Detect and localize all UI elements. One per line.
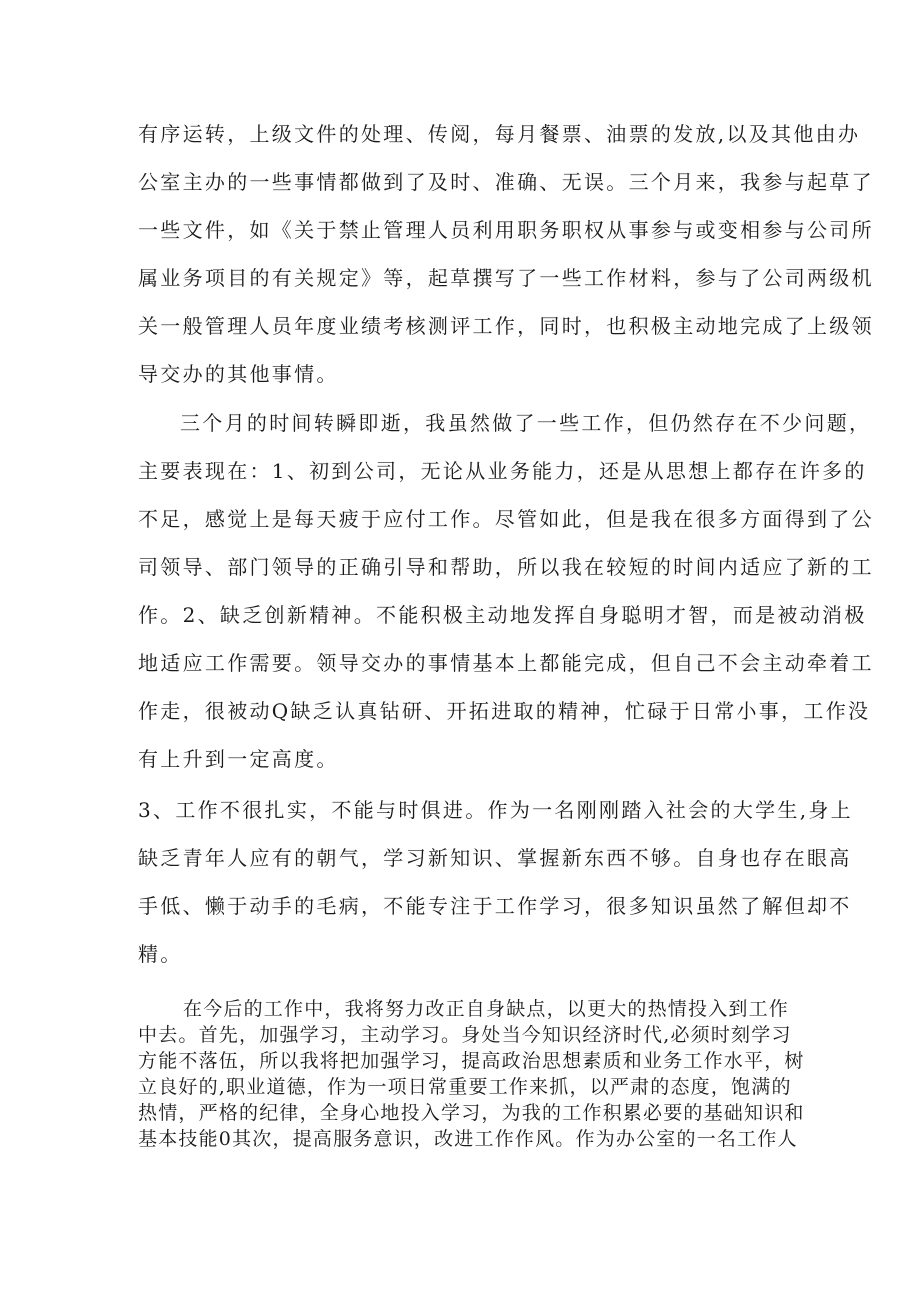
paragraph-line: 基本技能0其次，提高服务意识，改进工作作风。作为办公室的一名工作人 [138, 1128, 798, 1150]
paragraph-line: 一些文件，如《关于禁止管理人员利用职务职权从事参与或变相参与公司所 [138, 218, 874, 242]
paragraph-line: 导交办的其他事情。 [138, 362, 339, 386]
paragraph-line: 司领导、部门领导的正确引导和帮助，所以我在较短的时间内适应了新的工 [138, 555, 874, 579]
paragraph-line: 地适应工作需要。领导交办的事情基本上都能完成，但自己不会主动牵着工 [138, 651, 874, 675]
paragraph-line: 精。 [138, 942, 183, 966]
paragraph-line: 三个月的时间转瞬即逝，我虽然做了一些工作，但仍然存在不少问题， [180, 411, 872, 435]
paragraph-line: 不足，感觉上是每天疲于应付工作。尽管如此，但是我在很多方面得到了公 [138, 507, 874, 531]
paragraph-line: 关一般管理人员年度业绩考核测评工作，同时，也积极主动地完成了上级领 [138, 314, 874, 338]
paragraph-line: 作走，很被动Q缺乏认真钻研、开拓进取的精神，忙碌于日常小事，工作没 [138, 699, 871, 723]
paragraph-line: 热情，严格的纪律，全身心地投入学习，为我的工作积累必要的基础知识和 [138, 1102, 805, 1124]
paragraph-line: 公室主办的一些事情都做到了及时、准确、无误。三个月来，我参与起草了 [138, 170, 874, 194]
paragraph-line: 3、工作不很扎实，不能与时俱进。作为一名刚刚踏入社会的大学生,身上 [138, 798, 853, 822]
paragraph-line: 立良好的,职业道德，作为一项日常重要工作来抓，以严肃的态度，饱满的 [138, 1076, 792, 1098]
paragraph-line: 有上升到一定高度。 [138, 747, 339, 771]
paragraph-line: 属业务项目的有关规定》等，起草撰写了一些工作材料，参与了公司两级机 [138, 266, 874, 290]
paragraph-line: 有序运转，上级文件的处理、传阅，每月餐票、油票的发放,以及其他由办 [138, 122, 861, 146]
paragraph-line: 方能不落伍，所以我将把加强学习，提高政治思想素质和业务工作水平，树 [138, 1050, 805, 1072]
paragraph-line: 缺乏青年人应有的朝气，学习新知识、掌握新东西不够。自身也存在眼高 [138, 846, 852, 870]
paragraph-line: 主要表现在：1、初到公司，无论从业务能力，还是从思想上都存在许多的 [138, 459, 867, 483]
paragraph-line: 手低、懒于动手的毛病，不能专注于工作学习，很多知识虽然了解但却不 [138, 894, 852, 918]
paragraph-line: 作。2、缺乏创新精神。不能积极主动地发挥自身聪明才智，而是被动消极 [138, 603, 867, 627]
paragraph-line: 在今后的工作中，我将努力改正自身缺点，以更大的热情投入到工作 [183, 998, 790, 1020]
paragraph-line: 中去。首先，加强学习，主动学习。身处当今知识经济时代,必须时刻学习 [138, 1024, 792, 1046]
